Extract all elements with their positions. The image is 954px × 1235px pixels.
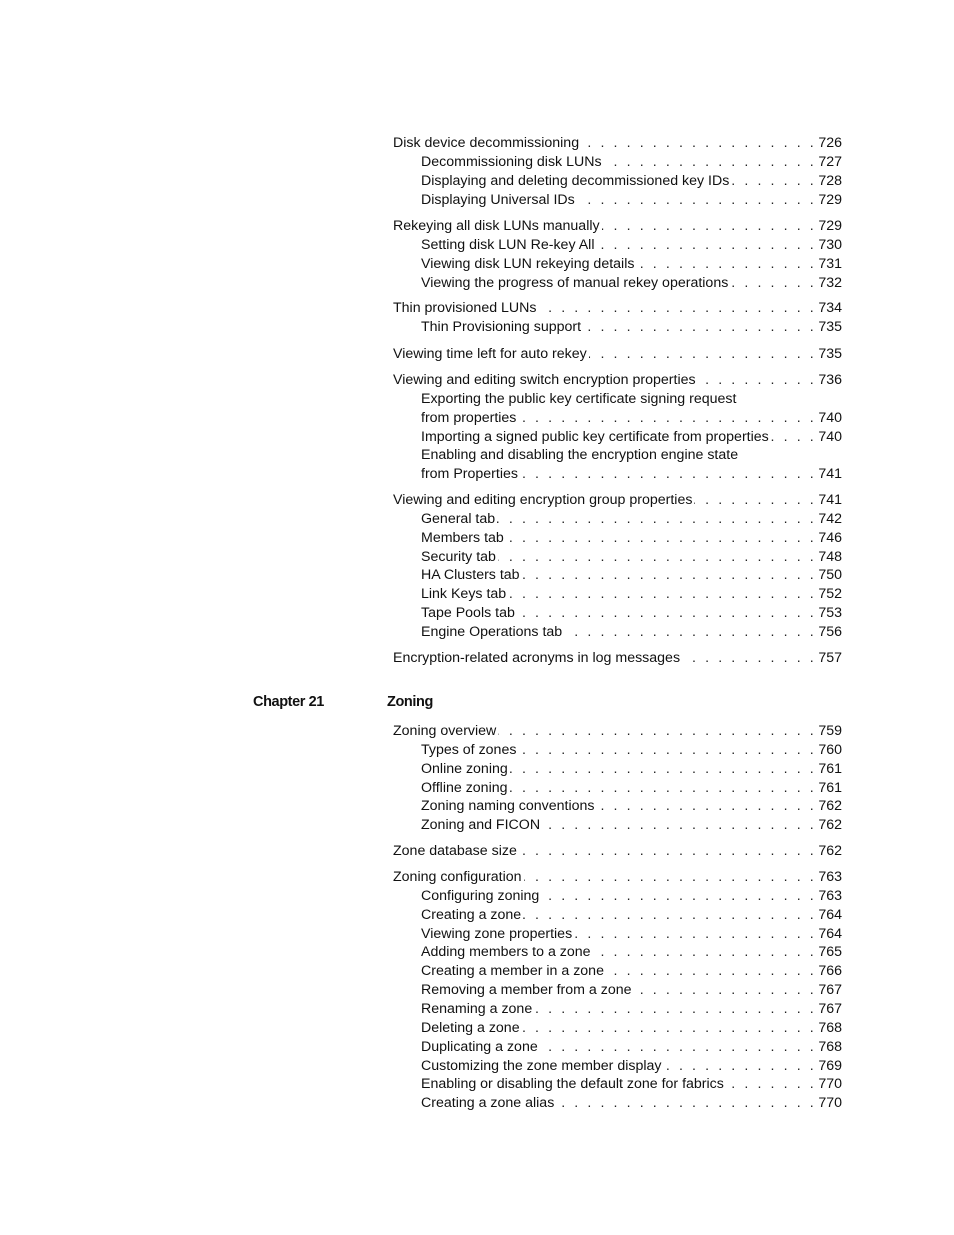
dot-leader (602, 217, 817, 236)
dot-leader (541, 887, 816, 906)
toc-entry-title: Zoning and FICON (421, 817, 541, 834)
toc-entry-title: Deleting a zone (421, 1019, 520, 1036)
toc-page-number: 762 (818, 798, 842, 815)
toc-entry-title: Importing a signed public key certificate from properties (421, 428, 769, 445)
toc-entry-title: Encryption-related acronyms in log messages (393, 650, 681, 666)
dot-leader (636, 255, 816, 274)
toc-entry-title: General tab (421, 510, 496, 527)
toc-entry[interactable] (393, 371, 842, 390)
toc-subentry[interactable] (421, 1019, 842, 1038)
dot-leader (731, 172, 816, 191)
toc-subentry[interactable] (421, 409, 842, 428)
toc-page-number: 757 (818, 650, 842, 666)
dot-leader (771, 428, 817, 447)
dot-leader (581, 134, 816, 153)
toc-subentry[interactable] (421, 623, 842, 642)
dot-leader (698, 371, 817, 390)
toc-entry-title: Link Keys tab (421, 586, 507, 603)
toc-subentry[interactable] (421, 510, 842, 529)
toc-subentry[interactable] (421, 1075, 842, 1094)
toc-entry-title: from properties (421, 409, 517, 426)
toc-entry-title: Configuring zoning (421, 887, 540, 904)
toc-entry-title: Viewing zone properties (421, 925, 573, 942)
toc-subentry[interactable] (421, 274, 842, 293)
toc-entry-title: HA Clusters tab (421, 567, 520, 584)
toc-subentry[interactable] (421, 816, 842, 835)
dot-leader (524, 868, 817, 887)
dot-leader (593, 943, 817, 962)
dot-leader (596, 236, 816, 255)
toc-page-number: 730 (818, 236, 842, 253)
toc-subentry[interactable] (421, 887, 842, 906)
toc-entry-title: Viewing and editing switch encryption properties (393, 372, 696, 388)
toc-subentry[interactable] (421, 1057, 842, 1076)
chapter-title: Zoning (387, 694, 433, 710)
toc-page-number: 750 (818, 567, 842, 584)
toc-page-number: 765 (818, 944, 842, 961)
toc-page-number: 732 (818, 274, 842, 291)
toc-page-number: 767 (818, 982, 842, 999)
toc-entry-title: Zone database size (393, 843, 517, 859)
dot-leader (522, 1019, 817, 1038)
toc-entry[interactable] (393, 868, 842, 887)
toc-entry-title: Engine Operations tab (421, 623, 563, 640)
dot-leader (508, 585, 816, 604)
dot-leader (520, 465, 816, 484)
toc-entry-title: Exporting the public key certificate signing request (421, 390, 737, 407)
toc-page-number: 729 (818, 191, 842, 208)
toc-entry-title: Viewing disk LUN rekeying details (421, 255, 635, 272)
toc-entry-title: Zoning overview (393, 723, 497, 739)
toc-entry-title: Viewing time left for auto rekey (393, 346, 587, 362)
dot-leader (730, 274, 816, 293)
toc-page-number: 746 (818, 529, 842, 546)
dot-leader (583, 318, 816, 337)
toc-subentry[interactable] (421, 779, 842, 798)
toc-subentry[interactable] (421, 548, 842, 567)
toc-page-number: 752 (818, 586, 842, 603)
toc-entry-title: Creating a member in a zone (421, 963, 604, 980)
dot-leader (597, 797, 817, 816)
dot-leader (522, 566, 817, 585)
toc-entry-title: Security tab (421, 548, 496, 565)
dot-leader (534, 1000, 816, 1019)
toc-entry-title: Setting disk LUN Re-key All (421, 236, 595, 253)
toc-entry[interactable] (393, 842, 842, 861)
toc-page-number: 762 (818, 843, 842, 859)
toc-entry-title: Zoning naming conventions (421, 798, 595, 815)
toc-subentry[interactable] (421, 566, 842, 585)
toc-subentry[interactable] (421, 760, 842, 779)
toc-subentry[interactable] (421, 446, 842, 465)
toc-subentry[interactable] (421, 1000, 842, 1019)
toc-entry-title: Customizing the zone member display (421, 1057, 662, 1074)
toc-entry-title: Offline zoning (421, 779, 508, 796)
dot-leader (694, 491, 816, 510)
toc-page-number: 769 (818, 1057, 842, 1074)
toc-entry-title: Zoning configuration (393, 869, 522, 885)
toc-page-number: 768 (818, 1038, 842, 1055)
dot-leader (523, 906, 816, 925)
dot-leader (682, 649, 816, 668)
toc-subentry[interactable] (421, 981, 842, 1000)
toc-page-number: 767 (818, 1000, 842, 1017)
toc-subentry[interactable] (421, 741, 842, 760)
chapter-label: Chapter 21 (253, 694, 324, 710)
toc-page-number: 740 (818, 428, 842, 445)
toc-subentry[interactable] (421, 925, 842, 944)
toc-page-number: 731 (818, 255, 842, 272)
toc-entry-title: Rekeying all disk LUNs manually (393, 218, 600, 234)
dot-leader (577, 191, 817, 210)
toc-entry-title: Removing a member from a zone (421, 982, 632, 999)
toc-entry-title: Members tab (421, 529, 504, 546)
toc-entry-title: Thin provisioned LUNs (393, 300, 537, 316)
toc-entry-title: Displaying Universal IDs (421, 191, 575, 208)
toc-entry[interactable] (393, 491, 842, 510)
toc-subentry[interactable] (421, 172, 842, 191)
toc-page-number: 729 (818, 218, 842, 234)
toc-entry-title: Duplicating a zone (421, 1038, 538, 1055)
toc-subentry[interactable] (421, 255, 842, 274)
toc-page-number: 770 (818, 1076, 842, 1093)
dot-leader (556, 1094, 816, 1113)
toc-entry-title: Adding members to a zone (421, 944, 591, 961)
toc-entry[interactable] (393, 299, 842, 318)
toc-subentry[interactable] (421, 428, 842, 447)
toc-page-number: 756 (818, 623, 842, 640)
toc-page-number: 770 (818, 1095, 842, 1112)
dot-leader (517, 604, 816, 623)
toc-subentry[interactable] (421, 943, 842, 962)
dot-leader (564, 623, 816, 642)
toc-entry-title: Viewing and editing encryption group properties (393, 492, 693, 508)
toc-entry-title: Displaying and deleting decommissioned key IDs (421, 172, 730, 189)
toc-subentry[interactable] (421, 191, 842, 210)
toc-entry-title: Creating a zone alias (421, 1095, 555, 1112)
toc-subentry[interactable] (421, 153, 842, 172)
toc-page-number: 759 (818, 723, 842, 739)
dot-leader (604, 153, 817, 172)
toc-page-number: 735 (818, 318, 842, 335)
toc-subentry[interactable] (421, 390, 842, 409)
toc-page-number: 763 (818, 887, 842, 904)
toc-subentry[interactable] (421, 585, 842, 604)
toc-page-number: 763 (818, 869, 842, 885)
toc-page-number: 742 (818, 510, 842, 527)
toc-page-number: 761 (818, 779, 842, 796)
dot-leader (510, 760, 817, 779)
dot-leader (498, 548, 816, 567)
toc-page-number: 766 (818, 963, 842, 980)
dot-leader (539, 299, 817, 318)
dot-leader (664, 1057, 817, 1076)
toc-page-number: 762 (818, 817, 842, 834)
toc-page-number: 741 (818, 466, 842, 483)
dot-leader (506, 529, 817, 548)
toc-subentry[interactable] (421, 1038, 842, 1057)
toc-entry[interactable] (393, 649, 842, 668)
dot-leader (542, 816, 816, 835)
toc-subentry[interactable] (421, 1094, 842, 1113)
toc-entry-title: Viewing the progress of manual rekey operations (421, 274, 729, 291)
toc-subentry[interactable] (421, 962, 842, 981)
dot-leader (518, 409, 816, 428)
toc-page-number: 768 (818, 1019, 842, 1036)
toc-page-number: 727 (818, 153, 842, 170)
dot-leader (519, 842, 816, 861)
dot-leader (497, 510, 816, 529)
dot-leader (498, 722, 816, 741)
toc-subentry[interactable] (421, 236, 842, 255)
toc-page-number: 736 (818, 372, 842, 388)
dot-leader (634, 981, 817, 1000)
dot-leader (589, 345, 817, 364)
dot-leader (574, 925, 816, 944)
dot-leader (540, 1038, 817, 1057)
toc-entry-title: Decommissioning disk LUNs (421, 153, 602, 170)
toc-page-number: 728 (818, 172, 842, 189)
toc-entry[interactable] (393, 217, 842, 236)
toc-entry-title: Enabling or disabling the default zone for fabrics (421, 1076, 724, 1093)
toc-page-number: 748 (818, 548, 842, 565)
toc-entry[interactable] (393, 722, 842, 741)
dot-leader (510, 779, 817, 798)
toc-page-number: 764 (818, 925, 842, 942)
dot-leader (518, 741, 816, 760)
toc-page-number: 734 (818, 300, 842, 316)
toc-subentry[interactable] (421, 465, 842, 484)
toc-entry[interactable] (393, 134, 842, 153)
toc-entry-title: Renaming a zone (421, 1000, 533, 1017)
toc-page-number: 753 (818, 605, 842, 622)
toc-entry-title: from Properties (421, 466, 518, 483)
toc-entry-title: Thin Provisioning support (421, 318, 582, 335)
toc-subentry[interactable] (421, 604, 842, 623)
toc-entry-title: Enabling and disabling the encryption engine state (421, 447, 739, 464)
toc-entry-title: Disk device decommissioning (393, 135, 580, 151)
toc-entry-title: Online zoning (421, 760, 508, 777)
toc-page-number: 764 (818, 906, 842, 923)
toc-page-number: 735 (818, 346, 842, 362)
toc-entry-title: Tape Pools tab (421, 605, 515, 622)
dot-leader (606, 962, 816, 981)
toc-page-number: 740 (818, 409, 842, 426)
toc-subentry[interactable] (421, 797, 842, 816)
toc-page-number: 760 (818, 741, 842, 758)
toc-page-number: 761 (818, 760, 842, 777)
toc-entry[interactable] (393, 345, 842, 364)
toc-entry-title: Creating a zone (421, 906, 522, 923)
toc-entry-title: Types of zones (421, 741, 517, 758)
toc-page-number: 741 (818, 492, 842, 508)
toc-subentry[interactable] (421, 906, 842, 925)
dot-leader (726, 1075, 816, 1094)
toc-subentry[interactable] (421, 529, 842, 548)
toc-page-number: 726 (818, 135, 842, 151)
toc-subentry[interactable] (421, 318, 842, 337)
